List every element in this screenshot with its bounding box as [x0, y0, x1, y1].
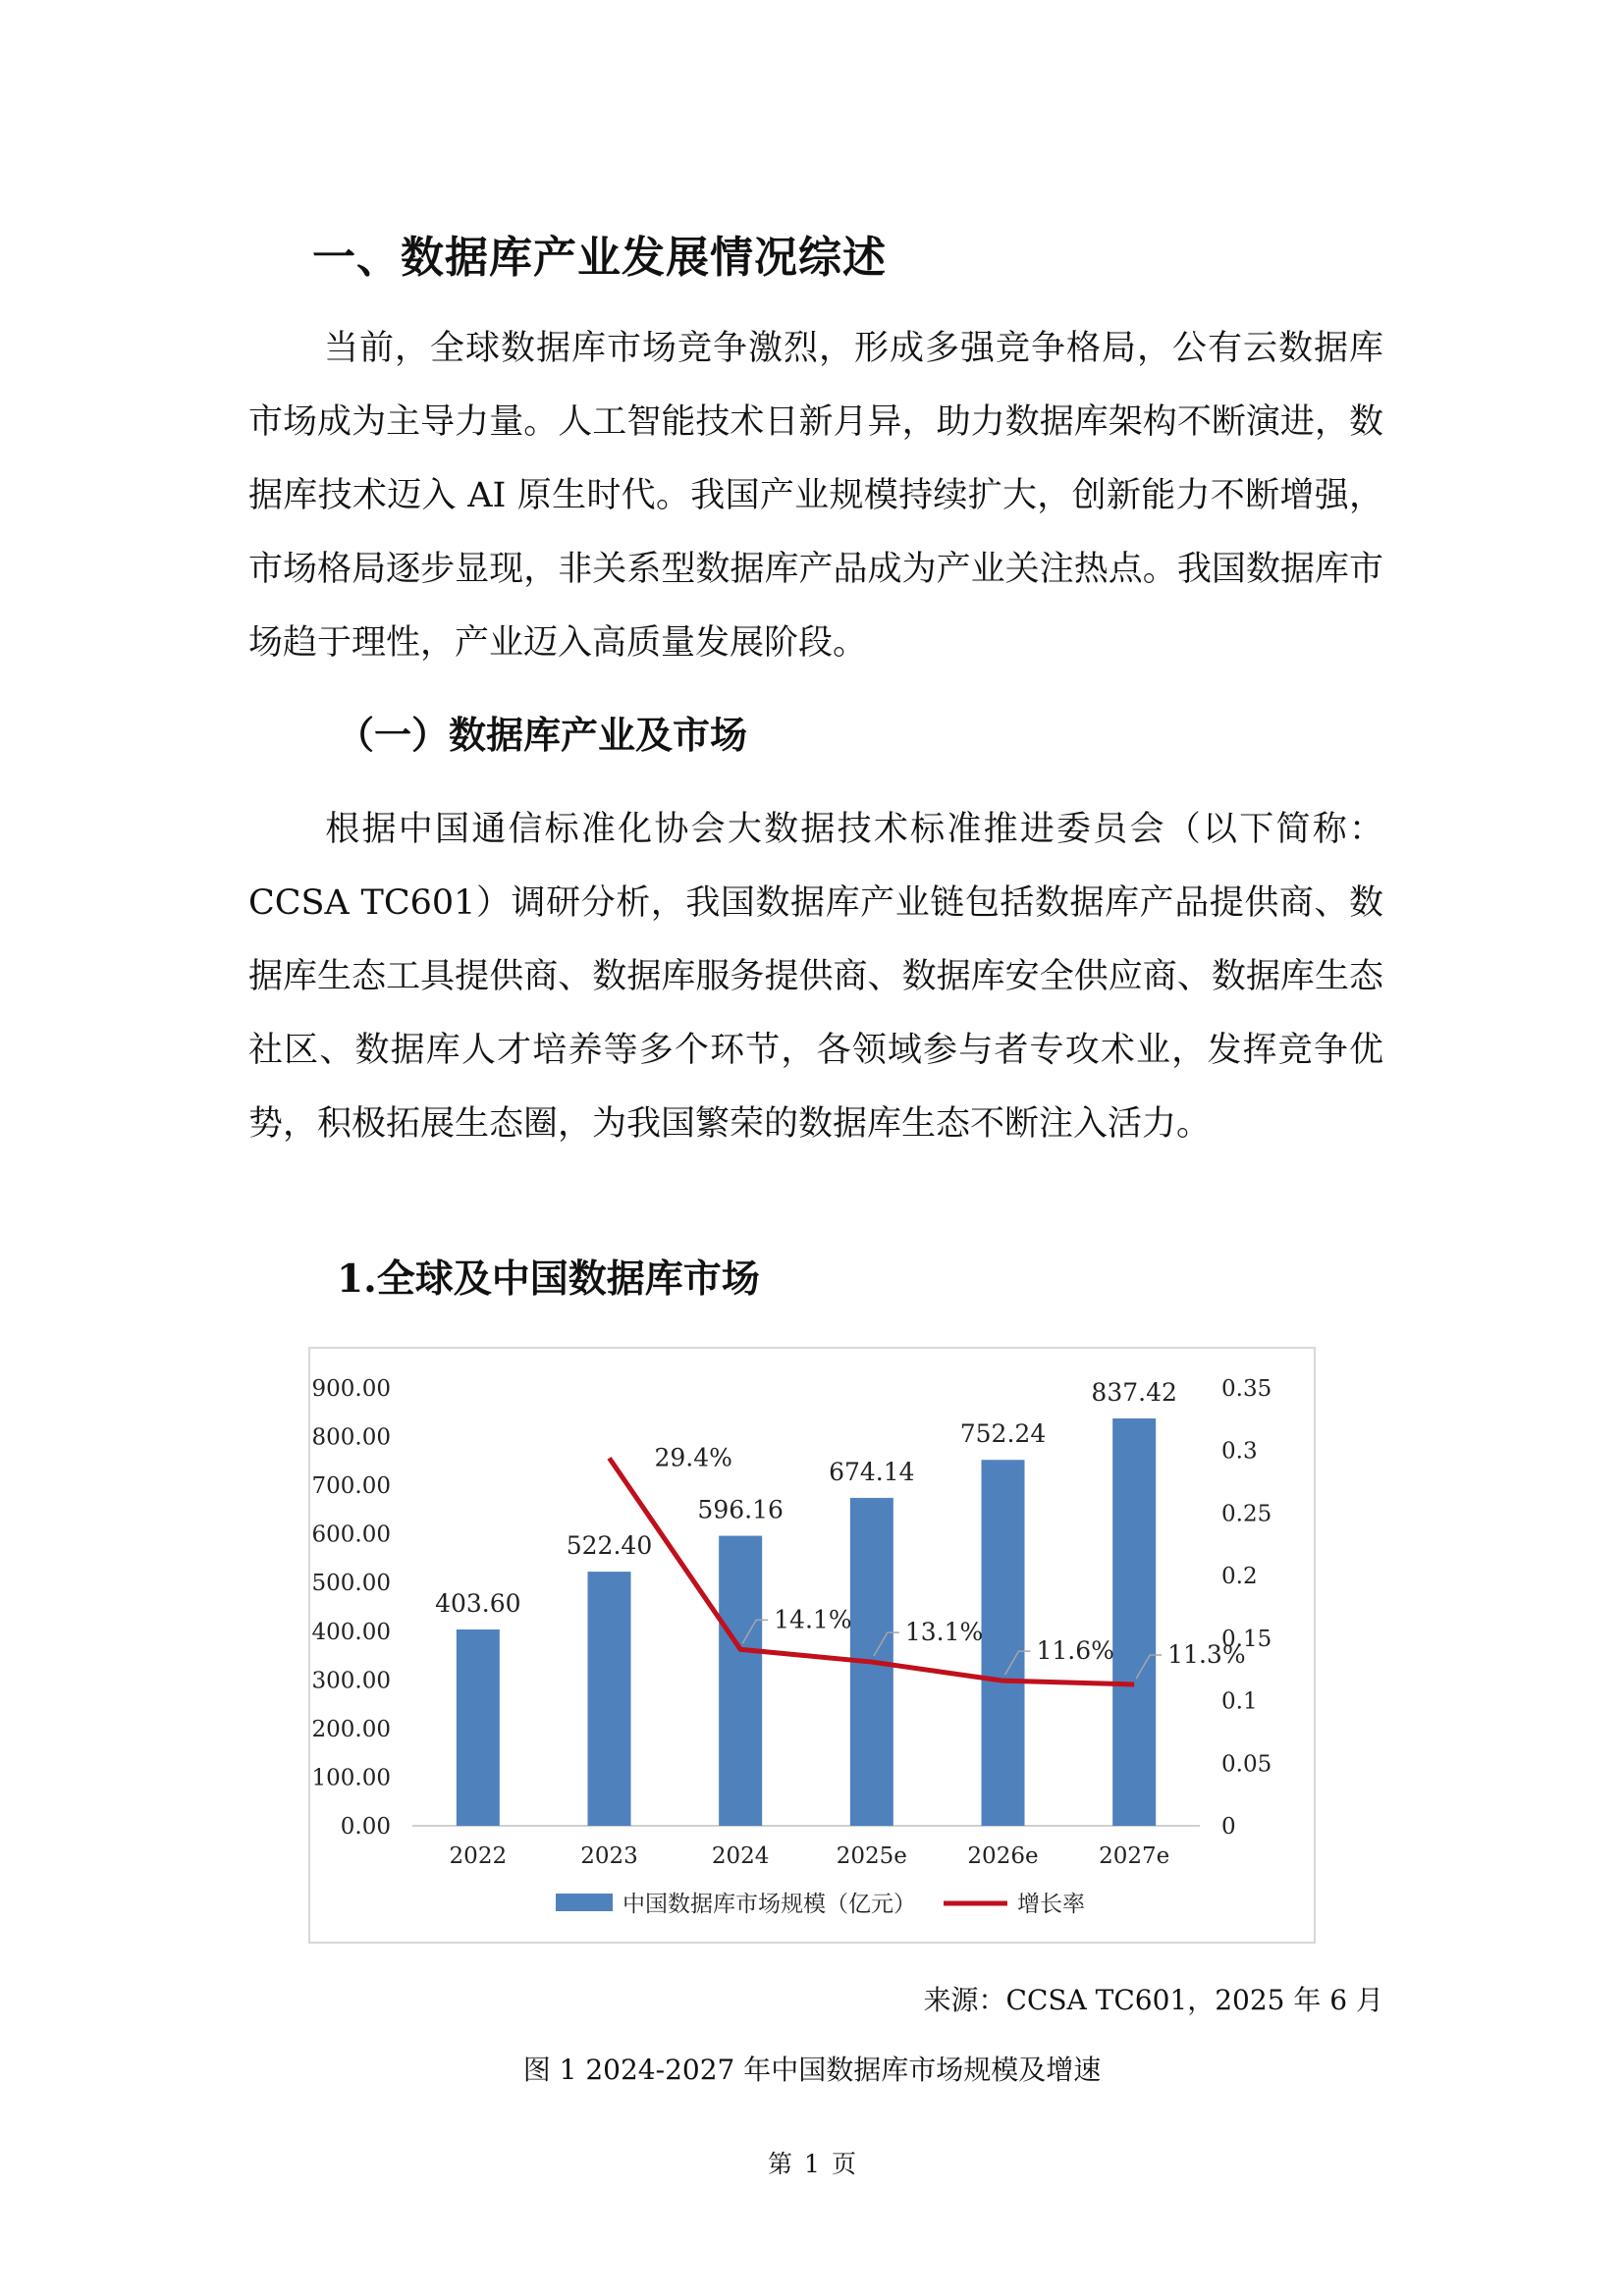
industry-paragraph [248, 793, 1383, 1161]
legend-bar-label: 中国数据库市场规模（亿元） [623, 1892, 916, 1917]
y-left-tick-label: 200.00 [311, 1716, 391, 1742]
footer-suffix: 页 [831, 2150, 856, 2178]
chart-source: 来源：CCSA TC601，2025 年 6 月 [923, 1984, 1383, 2016]
growth-rate-label: 11.3% [1167, 1640, 1246, 1670]
bar-value-label: 752.24 [959, 1419, 1047, 1449]
y-right-tick-label: 0 [1221, 1814, 1236, 1840]
x-tick-label: 2025e [836, 1843, 907, 1869]
growth-rate-label: 13.1% [904, 1618, 984, 1647]
y-right-tick-label: 0.15 [1221, 1626, 1272, 1652]
growth-rate-label: 14.1% [774, 1605, 852, 1634]
x-tick-label: 2026e [967, 1843, 1039, 1869]
subsubsection-heading: 1.全球及中国数据库市场 [337, 1256, 760, 1302]
y-left-tick-label: 100.00 [311, 1765, 391, 1791]
bar-value-label: 403.60 [435, 1588, 521, 1618]
y-left-tick-label: 400.00 [311, 1619, 391, 1645]
x-tick-label: 2022 [449, 1843, 508, 1869]
intro-paragraph-text: 当前，全球数据库市场竞争激烈，形成多强竞争格局，公有云数据库市场成为主导力量。人工智能技术日新月异，助力数据库架构不断演进，数据库技术迈入 AI 原生时代。我国产业规模持续扩大，创新能力不断增强，市场格局逐步显现，非关系型数据库产品成为产业关注热点。我国数据库市场趋于理性，产业迈入高质量发展阶段。 [248, 329, 1383, 663]
y-left-tick-label: 300.00 [311, 1668, 391, 1694]
subsection-heading: （一）数据库产业及市场 [337, 713, 748, 757]
y-left-tick-label: 0.00 [340, 1814, 391, 1840]
legend-line-label: 增长率 [1017, 1892, 1085, 1917]
bar-value-label: 522.40 [566, 1531, 653, 1561]
y-left-tick-label: 700.00 [311, 1473, 391, 1500]
intro-paragraph [248, 312, 1383, 680]
y-left-tick-label: 800.00 [311, 1424, 391, 1451]
footer-prefix: 第 [768, 2150, 793, 2178]
page-number: 1 [804, 2150, 820, 2178]
section-heading: 一、数据库产业发展情况综述 [312, 233, 887, 283]
page-footer [0, 2145, 1624, 2180]
bar [588, 1572, 631, 1826]
market-chart [308, 1347, 1316, 1944]
bar [719, 1536, 762, 1826]
figure-caption: 图 1 2024-2027 年中国数据库市场规模及增速 [522, 2054, 1102, 2086]
y-right-tick-label: 0.2 [1221, 1564, 1258, 1590]
bar [457, 1629, 500, 1826]
y-left-tick-label: 600.00 [311, 1522, 391, 1548]
legend-bar-swatch [556, 1894, 613, 1911]
industry-paragraph-text: 根据中国通信标准化协会大数据技术标准推进委员会（以下简称：CCSA TC601）调研分析，我国数据库产业链包括数据库产品提供商、数据库生态工具提供商、数据库服务提供商、数据库安全供应商、数据库生态社区、数据库人才培养等多个环节，各领域参与者专攻术业，发挥竞争优势，积极拓展生态圈，为我国繁荣的数据库生态不断注入活力。 [248, 810, 1383, 1144]
growth-rate-label: 11.6% [1036, 1636, 1114, 1666]
bar [982, 1460, 1025, 1826]
growth-rate-label: 29.4% [654, 1443, 732, 1472]
bar-value-label: 837.42 [1091, 1378, 1177, 1408]
y-right-tick-label: 0.35 [1221, 1376, 1272, 1402]
y-right-tick-label: 0.1 [1221, 1688, 1258, 1715]
y-left-tick-label: 900.00 [311, 1376, 391, 1402]
y-right-tick-label: 0.3 [1221, 1438, 1258, 1465]
y-left-tick-label: 500.00 [311, 1571, 391, 1597]
y-right-tick-label: 0.05 [1221, 1751, 1272, 1778]
y-right-tick-label: 0.25 [1221, 1501, 1272, 1527]
bar-value-label: 596.16 [697, 1495, 784, 1524]
bar [1112, 1418, 1156, 1826]
x-tick-label: 2024 [711, 1843, 770, 1869]
market-chart-svg [310, 1349, 1314, 1942]
bar-value-label: 674.14 [829, 1457, 915, 1486]
x-tick-label: 2023 [580, 1843, 638, 1869]
x-tick-label: 2027e [1099, 1843, 1170, 1869]
